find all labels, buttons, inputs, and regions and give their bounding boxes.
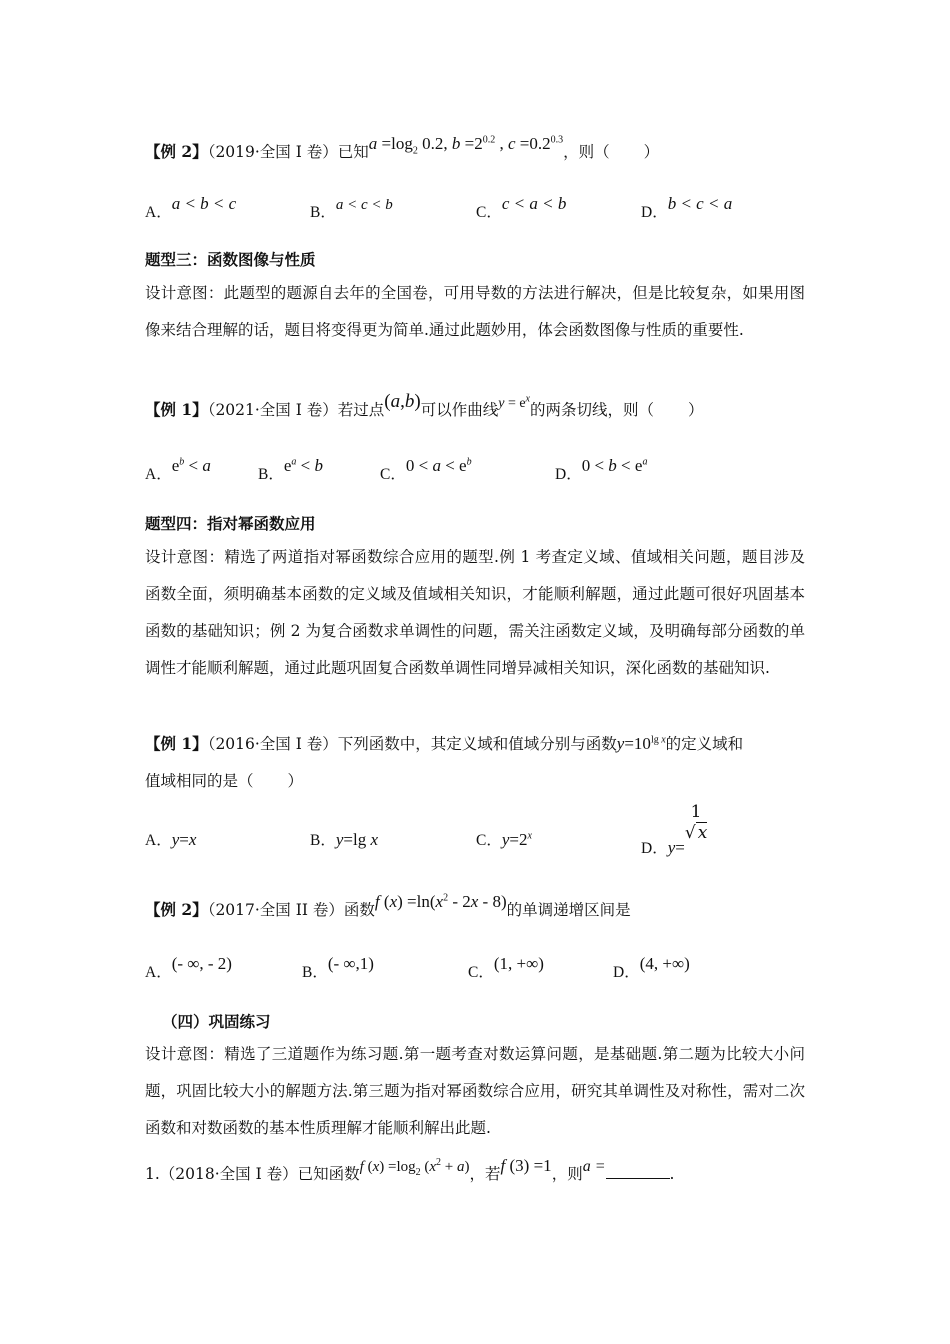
q5-num: 1. [145,1165,160,1183]
q4-tail: 的单调递增区间是 [506,901,631,919]
q4-option-b: B．(- ∞,1) [302,954,374,981]
q2-tag: 【例 1】 [145,400,208,419]
q4-tag: 【例 2】 [145,900,208,919]
q5-tail: ，则 [551,1165,583,1183]
q3-option-c: C．$y=2^x$ [476,830,532,849]
q2-option-a: A．$e^b < a$ [145,456,211,483]
q5-mid: ，若 [469,1165,501,1183]
q3-func: $y=10^{lg x}$ [616,734,666,753]
q4-option-d: D．(4, +∞) [613,954,690,981]
q3-option-d: D．y= 1 √ x [641,802,708,857]
q4-func: f $(x) =\ln(x^2 - 2x - 8)$ [374,892,507,911]
q1-source: （2019·全国 I 卷）已知 [207,143,369,161]
q2-tail: 的两条切线，则（ [530,401,655,419]
q4-source: （2017·全国 II 卷）函数 [207,901,375,919]
q1-option-a: A．a < b < c [145,194,237,221]
q4-option-c: C．(1, +∞) [468,954,544,981]
q5-stem [145,1156,675,1186]
section3-heading: 题型三：函数图像与性质 [145,250,316,269]
q2-option-c: C．$0 < a < e^b$ [380,456,472,483]
q2-point: (a,b) [384,391,421,412]
q3-stem-line1 [145,732,743,754]
q3-tail1: 的定义域和 [665,735,744,753]
q3-tail2: 值域相同的是（ [145,772,254,790]
q5-end: . [669,1165,675,1183]
q5-func: f $(x) =\log_2$ $(x^2 + a)$ [359,1157,470,1178]
q4-stem [145,892,631,920]
q2-option-d: D．$0 < b < e^a$ [555,456,648,483]
q3-close: ） [287,772,304,790]
q2-stem [145,391,704,421]
q2-mid: 可以作曲线 [420,401,499,419]
q1-stem [145,134,660,164]
section5-heading: （四）巩固练习 [162,1012,271,1031]
q1-condition: $a =\log_2$ 0.2, $b =2^{0.2}$ , $c =0.2^{0.3}$ [368,134,564,157]
q5-answer-blank[interactable] [606,1164,670,1179]
q1-option-c: C．c < a < b [476,194,567,221]
q1-tag: 【例 2】 [145,142,208,161]
q5-var: a = [582,1158,606,1175]
q2-curve: $y = e^x$ [498,393,530,411]
q1-option-b: B．a < c < b [310,197,393,221]
q2-source: （2021·全国 I 卷）若过点 [207,401,385,419]
q2-option-b: B．$e^a < b$ [258,456,323,483]
q3-stem-line2 [145,769,303,791]
q3-source: （2016·全国 I 卷）下列函数中，其定义域和值域分别与函数 [207,735,617,753]
section5-design: 设计意图：精选了三道题作为练习题.第一题考查对数运算问题，是基础题.第二题为比较大小问题，巩固比较大小的解题方法.第三题为指对幂函数综合应用，研究其单调性及对称性，需对二次函数和对数函数的基本性质理解才能顺利解出此题. [145,1045,805,1137]
q2-close: ） [688,401,704,419]
q1-close: ） [643,143,660,161]
q5-source: （2018·全国 I 卷）已知函数 [159,1165,360,1183]
q3-tag: 【例 1】 [145,734,208,753]
q3-option-b: B．y=lg x [310,830,378,849]
q5-cond: f (3) =1 [500,1156,552,1175]
q1-option-d: D．b < c < a [641,194,733,221]
q4-option-a: A．(- ∞, - 2) [145,954,232,981]
section4-heading: 题型四：指对幂函数应用 [145,514,316,533]
section3-design: 设计意图：此题型的题源自去年的全国卷，可用导数的方法进行解决，但是比较复杂，如果用图像来结合理解的话，题目将变得更为简单.通过此题妙用，体会函数图像与性质的重要性. [145,284,805,339]
q1-tail: ，则（ [563,143,610,161]
q3-option-a: A．y=x [145,830,197,849]
section4-design: 设计意图：精选了两道指对幂函数综合应用的题型.例 1 考查定义域、值域相关问题，题目涉及函数全面，须明确基本函数的定义域及值域相关知识，才能顺利解题，通过此题可很好巩固基本函数的基础知识；例 2 为复合函数求单调性的问题，需关注函数定义域，及明确每部分函数的单调性才能顺利解题，通过此题巩固复合函数单调性同增异减相关知识，深化函数的基础知识. [145,548,805,677]
